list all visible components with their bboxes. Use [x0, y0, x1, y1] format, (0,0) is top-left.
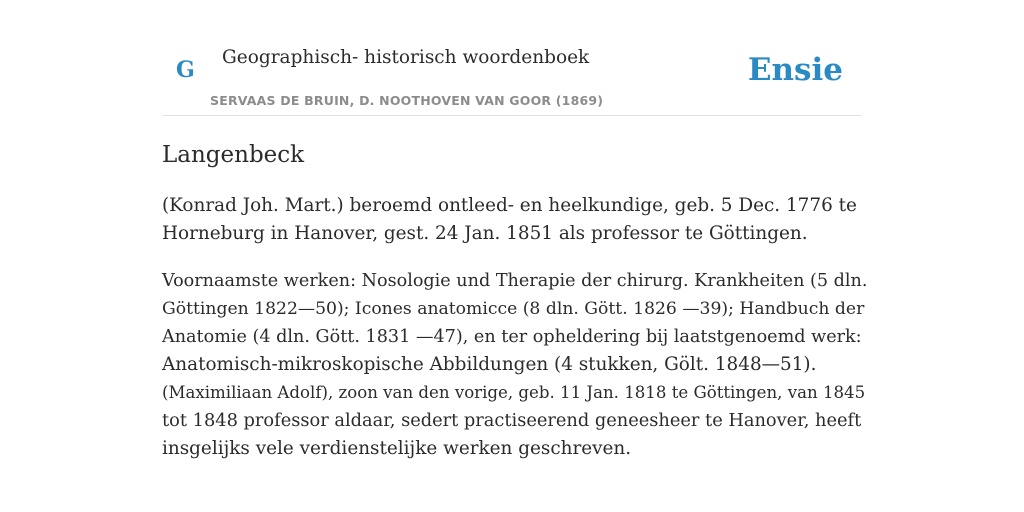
text-line: Anatomisch-mikroskopische Abbildungen (4 stukken, Gölt. 1848—51). — [162, 354, 817, 375]
text-line: Voornaamste werken: Nosologie und Therapie der chirurg. Krankheiten (5 dln. — [162, 271, 868, 291]
text-line: Göttingen 1822—50); Icones anatomicce (8 dln. Gött. 1826 —39); Handbuch der — [162, 299, 865, 319]
book-title-link[interactable]: Geographisch- historisch woordenboek — [222, 47, 590, 68]
book-author: SERVAAS DE BRUIN, D. NOOTHOVEN VAN GOOR (1869) — [210, 93, 604, 108]
text-line: insgelijks vele verdienstelijke werken geschreven. — [162, 438, 632, 459]
book-letter-icon[interactable]: G — [176, 57, 195, 83]
entry-body — [162, 192, 867, 482]
entry-title: Langenbeck — [162, 142, 305, 168]
text-line: tot 1848 professor aldaar, sedert practiseerend geneesheer te Hanover, heeft — [162, 410, 862, 431]
ensie-logo-link[interactable]: Ensie — [747, 52, 843, 88]
entry-paragraph-2 — [162, 267, 867, 463]
text-line: Horneburg in Hanover, gest. 24 Jan. 1851 als professor te Göttingen. — [162, 223, 808, 244]
text-line: (Konrad Joh. Mart.) beroemd ontleed- en heelkundige, geb. 5 Dec. 1776 te — [162, 195, 857, 216]
page — [162, 0, 868, 512]
text-line: (Maximiliaan Adolf), zoon van den vorige, geb. 11 Jan. 1818 te Göttingen, van 1845 — [162, 383, 866, 402]
entry-paragraph-1 — [162, 192, 867, 248]
header — [162, 0, 862, 116]
text-line: Anatomie (4 dln. Gött. 1831 —47), en ter opheldering bij laatstgenoemd werk: — [162, 327, 862, 347]
